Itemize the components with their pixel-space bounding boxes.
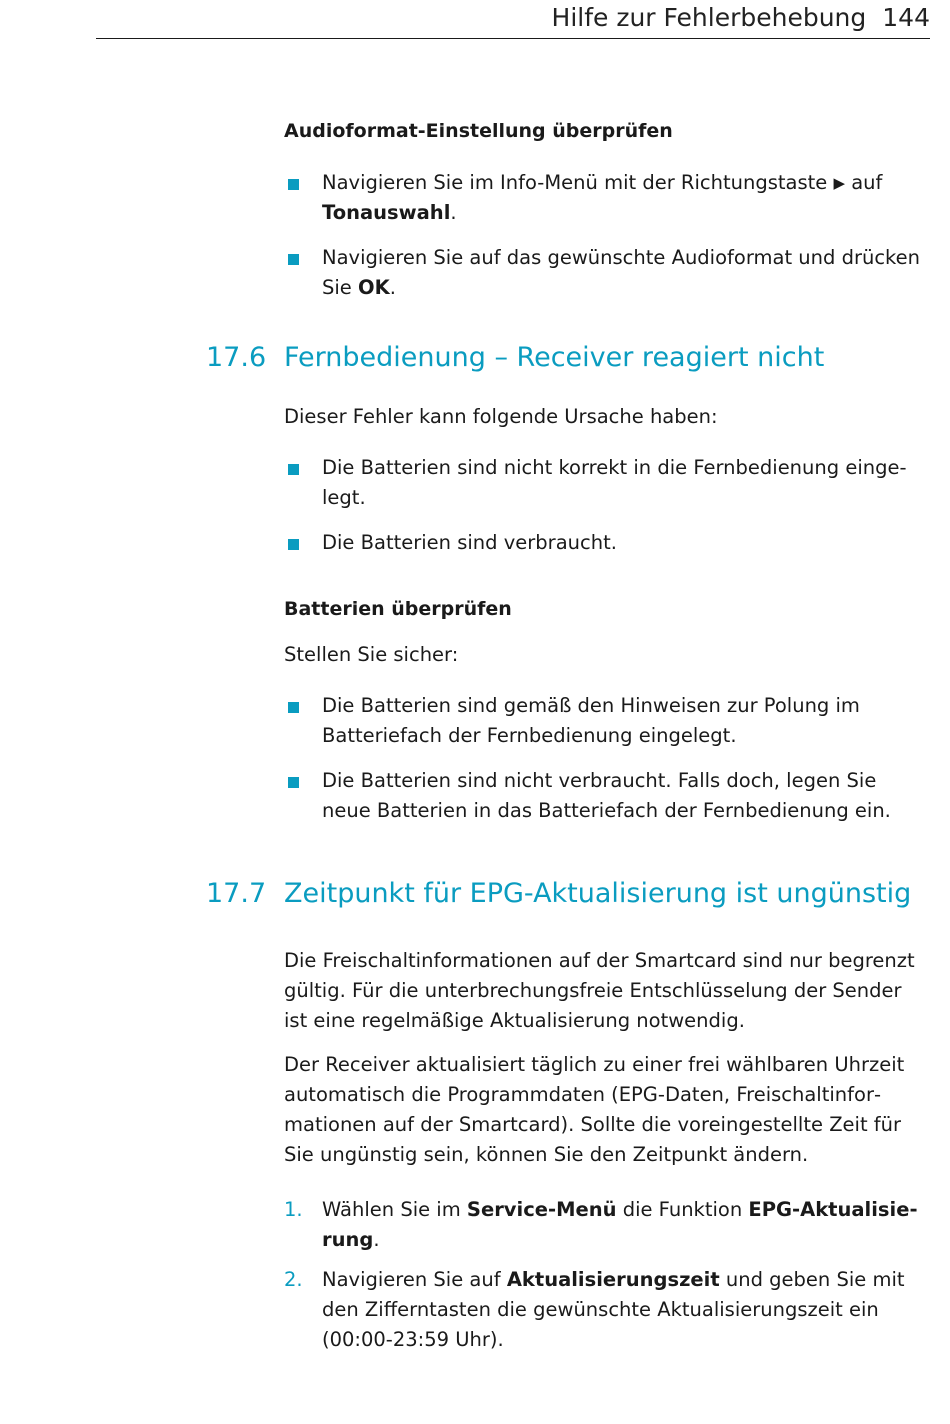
bullet-square-icon: [288, 539, 299, 550]
paragraph: Die Freischaltinformationen auf der Smartcard sind nur begrenzt gültig. Für die unterbrechungsfreie Entschlüsselung der Sender ist eine regelmäßige Aktualisierung notwendig.: [284, 949, 915, 1032]
list-item: Die Batterien sind nicht verbraucht. Falls doch, legen Sie neue Batterien in das Batteriefach der Fernbedienung ein.: [284, 766, 924, 826]
list-item: Navigieren Sie auf das gewünschte Audioformat und drücken Sie OK.: [284, 243, 924, 303]
bullet-square-icon: [288, 179, 299, 190]
step-item: 1. Wählen Sie im Service-Menü die Funktion EPG-Aktualisierung.: [284, 1195, 924, 1255]
audio-format-heading: Audioformat-Einstellung überprüfen: [284, 120, 673, 142]
section-heading-17-7: [206, 874, 911, 914]
step-item: 2. Navigieren Sie auf Aktualisierungszeit und geben Sie mit den Zifferntasten die gewünschte Aktualisierungszeit ein (00:00-23:59 Uhr).: [284, 1265, 924, 1355]
header-rule: [96, 38, 930, 39]
check-bullets: [284, 691, 924, 826]
step-number: 2.: [284, 1268, 303, 1291]
audio-format-bullets: [284, 168, 924, 303]
section-number: 17.6: [206, 342, 267, 373]
paragraph: Der Receiver aktualisiert täglich zu einer frei wählbaren Uhrzeit automatisch die Programmdaten (EPG-Daten, Freischaltinformationen auf der Smartcard). Sollte die voreingestellte Zeit für Sie ungünstig sein, können Sie den Zeitpunkt ändern.: [284, 1053, 905, 1166]
steps-list: [284, 1195, 924, 1355]
header-title: Hilfe zur Fehlerbehebung: [551, 3, 867, 32]
page-number: 144: [882, 3, 930, 32]
batteries-heading: Batterien überprüfen: [284, 598, 512, 620]
list-item: Die Batterien sind verbraucht.: [284, 528, 924, 558]
intro-text: Dieser Fehler kann folgende Ursache haben:: [284, 405, 718, 428]
bullet-square-icon: [288, 254, 299, 265]
list-item: Navigieren Sie im Info-Menü mit der Richtungstaste ▶ auf Tonauswahl.: [284, 168, 924, 228]
section-17-7-body: [284, 946, 924, 1365]
right-arrow-icon: ▶: [833, 174, 846, 192]
bullet-square-icon: [288, 464, 299, 475]
section-heading-17-6: [206, 338, 824, 378]
section-title: Fernbedienung – Receiver reagiert nicht: [284, 342, 825, 373]
cause-bullets: [284, 453, 924, 558]
bullet-square-icon: [288, 702, 299, 713]
instruction-text: Stellen Sie sicher:: [284, 643, 459, 666]
running-header: [552, 0, 930, 36]
list-item: Die Batterien sind gemäß den Hinweisen zur Polung im Batteriefach der Fernbedienung eingelegt.: [284, 691, 924, 751]
list-item: Die Batterien sind nicht korrekt in die Fernbedienung eingelegt.: [284, 453, 924, 513]
section-17-6-body: [284, 402, 924, 826]
section-title: Zeitpunkt für EPG-Aktualisierung ist ungünstig: [284, 878, 912, 909]
audio-format-block: [284, 116, 924, 303]
step-number: 1.: [284, 1198, 303, 1221]
bullet-square-icon: [288, 777, 299, 788]
section-number: 17.7: [206, 878, 267, 909]
